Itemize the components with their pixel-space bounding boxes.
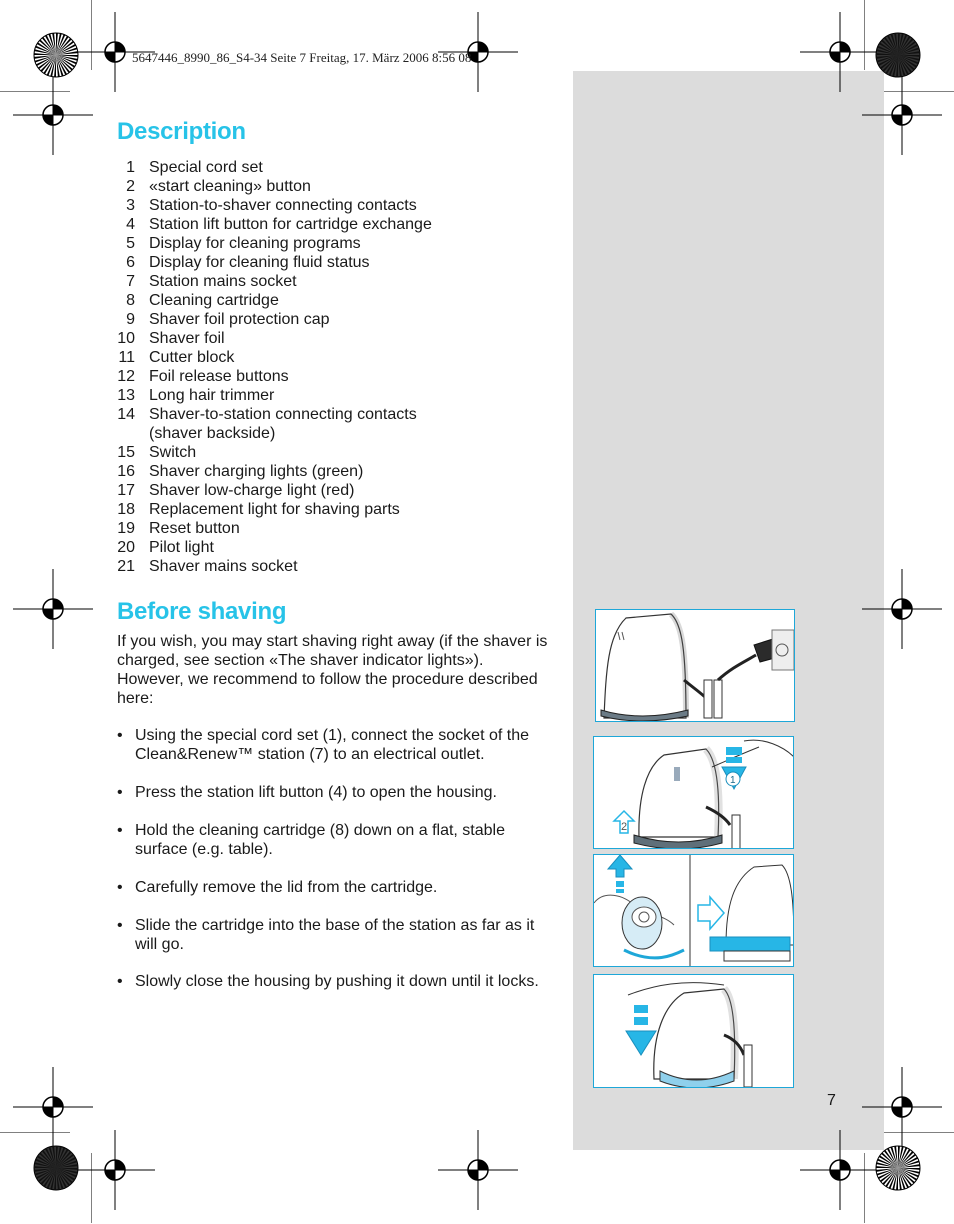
- description-item: [112, 500, 562, 519]
- description-item-number: 18: [117, 501, 135, 518]
- description-item-text: Reset button: [149, 520, 240, 537]
- description-item-text: Shaver charging lights (green): [149, 463, 364, 480]
- instruction-text: Slowly close the housing by pushing it down until it locks.: [135, 973, 539, 990]
- description-item-text: Long hair trimmer: [149, 387, 275, 404]
- registration-mark: [75, 1130, 155, 1210]
- registration-mark: [438, 1130, 518, 1210]
- crop-mark: [91, 1153, 92, 1224]
- description-item-number: 9: [126, 311, 135, 328]
- description-item: [112, 234, 562, 253]
- description-item-number: 17: [117, 482, 135, 499]
- description-item-number: 11: [118, 349, 135, 366]
- registration-mark: [13, 569, 93, 649]
- description-item: [112, 443, 562, 462]
- description-item-number: 8: [126, 292, 135, 309]
- crop-mark: [884, 91, 954, 92]
- description-item-text: Display for cleaning fluid status: [149, 254, 370, 271]
- crop-mark: [864, 0, 865, 71]
- instruction-item: [117, 972, 552, 991]
- description-item-number: 12: [117, 368, 135, 385]
- description-item-number: 6: [126, 254, 135, 271]
- description-item-number: 2: [126, 178, 135, 195]
- description-item-number: 20: [117, 539, 135, 556]
- instruction-text: Slide the cartridge into the base of the station as far as it will go.: [135, 917, 535, 953]
- description-item-number: 10: [117, 330, 135, 347]
- description-item: [112, 386, 562, 405]
- description-item: [112, 538, 562, 557]
- description-item-text: Foil release buttons: [149, 368, 289, 385]
- print-header: 5647446_8990_86_S4-34 Seite 7 Freitag, 17. März 2006 8:56 08: [132, 50, 472, 65]
- bullet-icon: •: [117, 879, 123, 896]
- instruction-text: Using the special cord set (1), connect the socket of the Clean&Renew™ station (7) to an electrical outlet.: [135, 727, 529, 763]
- description-item: [112, 462, 562, 481]
- description-item-text: «start cleaning» button: [149, 178, 311, 195]
- description-item-number: 3: [126, 197, 135, 214]
- instruction-item: [117, 878, 552, 897]
- step-label-2: 2: [621, 821, 628, 833]
- before-shaving-heading: Before shaving: [117, 598, 287, 625]
- description-item-text: Shaver-to-station connecting contacts: [149, 406, 417, 423]
- illustration-insert-cartridge: [593, 854, 794, 967]
- description-item-text: Replacement light for shaving parts: [149, 501, 400, 518]
- description-item-text: Shaver foil protection cap: [149, 311, 330, 328]
- description-item: [112, 348, 562, 367]
- description-item: [112, 253, 562, 272]
- color-calibration-mark: [873, 1143, 923, 1193]
- description-item: [112, 557, 562, 576]
- bullet-icon: •: [117, 727, 123, 744]
- registration-mark: [13, 75, 93, 155]
- description-item-text: Switch: [149, 444, 197, 461]
- description-item-text: (shaver backside): [149, 425, 276, 442]
- instruction-text: Hold the cleaning cartridge (8) down on a flat, stable surface (e.g. table).: [135, 822, 505, 858]
- page-number: 7: [827, 1092, 836, 1109]
- description-item-text: Station-to-shaver connecting contacts: [149, 197, 417, 214]
- description-item-number: 15: [117, 444, 135, 461]
- description-item-number: 7: [126, 273, 135, 290]
- crop-mark: [0, 1132, 71, 1133]
- description-item: [112, 310, 562, 329]
- crop-mark: [884, 1132, 954, 1133]
- description-item: [112, 424, 562, 443]
- bullet-icon: •: [117, 917, 123, 934]
- instruction-item: [117, 916, 552, 954]
- crop-mark: [864, 1153, 865, 1224]
- color-calibration-mark: [873, 30, 923, 80]
- before-shaving-intro: If you wish, you may start shaving right away (if the shaver is charged, see section «The shaver indicator lights»). However, we recommend to follow the procedure described here:: [117, 633, 548, 707]
- step-label-1: 1: [730, 775, 736, 786]
- instruction-text: Carefully remove the lid from the cartridge.: [135, 879, 438, 896]
- description-item-number: 14: [117, 406, 135, 423]
- illustration-close-housing: [593, 974, 794, 1088]
- description-item: [112, 329, 562, 348]
- description-item: [112, 177, 562, 196]
- description-item: [112, 519, 562, 538]
- description-item-number: [112, 424, 135, 443]
- instruction-item: [117, 821, 552, 859]
- description-item-text: Shaver low-charge light (red): [149, 482, 355, 499]
- description-item-text: Station lift button for cartridge exchange: [149, 216, 432, 233]
- description-list: [112, 158, 562, 576]
- description-item-text: Pilot light: [149, 539, 214, 556]
- description-item-number: 13: [117, 387, 135, 404]
- instruction-item: [117, 726, 552, 764]
- description-item-number: 16: [117, 463, 135, 480]
- description-item-text: Shaver mains socket: [149, 558, 298, 575]
- color-calibration-mark: [31, 30, 81, 80]
- instruction-item: [117, 783, 552, 802]
- bullet-icon: •: [117, 822, 123, 839]
- illustration-plug-cord: [595, 609, 795, 722]
- description-item-number: 4: [126, 216, 135, 233]
- crop-mark: [91, 0, 92, 71]
- description-item: [112, 367, 562, 386]
- color-calibration-mark: [31, 1143, 81, 1193]
- description-item-text: Station mains socket: [149, 273, 297, 290]
- instruction-text: Press the station lift button (4) to open the housing.: [135, 784, 497, 801]
- description-item: [112, 291, 562, 310]
- description-item-text: Cleaning cartridge: [149, 292, 279, 309]
- bullet-icon: •: [117, 973, 123, 990]
- description-item-text: Cutter block: [149, 349, 235, 366]
- description-item-text: Shaver foil: [149, 330, 225, 347]
- description-item: [112, 405, 562, 424]
- description-item-number: 5: [126, 235, 135, 252]
- description-heading: Description: [117, 118, 246, 145]
- registration-mark: [862, 75, 942, 155]
- description-item-number: 19: [117, 520, 135, 537]
- description-item: [112, 215, 562, 234]
- crop-mark: [0, 91, 71, 92]
- description-item-number: 21: [117, 558, 135, 575]
- description-item: [112, 158, 562, 177]
- illustration-open-housing: [593, 736, 794, 849]
- registration-mark: [800, 1130, 880, 1210]
- description-item: [112, 272, 562, 291]
- registration-mark: [862, 569, 942, 649]
- description-item-text: Display for cleaning programs: [149, 235, 361, 252]
- bullet-icon: •: [117, 784, 123, 801]
- description-item: [112, 196, 562, 215]
- description-item-text: Special cord set: [149, 159, 263, 176]
- description-item: [112, 481, 562, 500]
- description-item-number: 1: [126, 159, 135, 176]
